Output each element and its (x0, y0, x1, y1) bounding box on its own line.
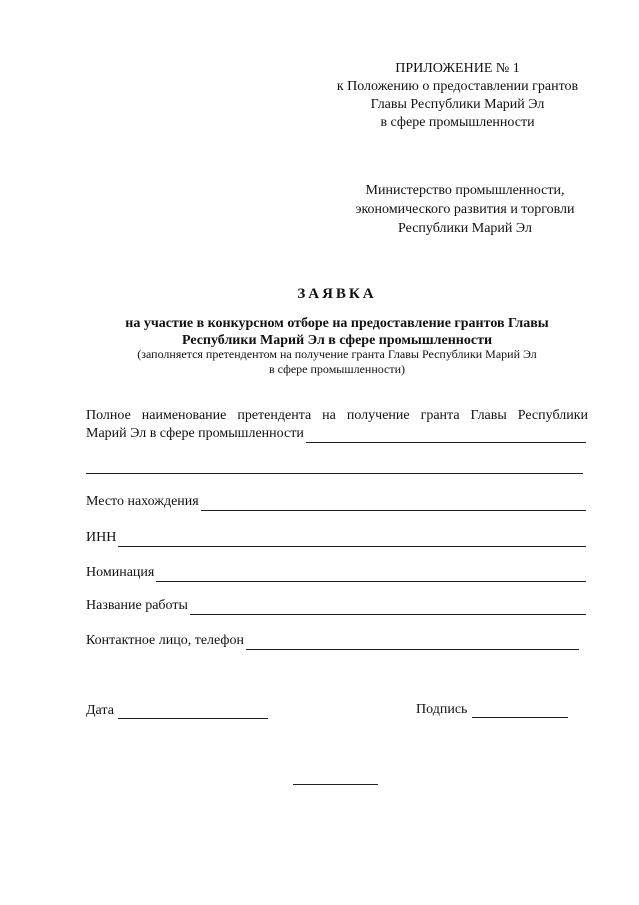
subtitle-line: Республики Марий Эл в сфере промышленности (181, 333, 493, 348)
work-title-input-line[interactable] (190, 600, 586, 615)
appendix-reference-line: в сфере промышленности (380, 115, 535, 130)
fill-instruction-note (100, 347, 574, 377)
nomination-label: Номинация (86, 565, 155, 580)
inn-field[interactable] (86, 529, 586, 547)
note-line: в сфере промышленности) (268, 362, 406, 376)
full-name-field[interactable] (86, 425, 586, 443)
full-name-label-line2: Марий Эл в сфере промышленности (86, 426, 304, 441)
subtitle-line: на участие в конкурсном отборе на предоставление грантов Главы (125, 316, 549, 331)
full-name-continuation-line[interactable] (86, 473, 583, 474)
signature-input-line[interactable] (472, 703, 568, 718)
contact-field[interactable] (86, 632, 579, 650)
contact-input-line[interactable] (246, 635, 579, 650)
date-field[interactable] (86, 703, 268, 719)
addressee-line: Республики Марий Эл (398, 221, 532, 236)
full-name-input-line[interactable] (306, 428, 586, 443)
date-input-line[interactable] (118, 704, 268, 719)
inn-input-line[interactable] (118, 532, 586, 547)
document-subtitle (90, 315, 584, 349)
location-input-line[interactable] (201, 496, 586, 511)
signature-field[interactable] (416, 702, 568, 718)
appendix-number: ПРИЛОЖЕНИЕ № 1 (395, 61, 520, 76)
inn-label: ИНН (86, 530, 117, 545)
end-of-document-divider (293, 784, 378, 785)
work-title-label: Название работы (86, 598, 188, 613)
addressee-block (330, 181, 600, 238)
appendix-header (315, 60, 600, 132)
addressee-line: экономического развития и торговли (355, 202, 575, 217)
document-title: ЗАЯВКА (297, 286, 377, 302)
nomination-field[interactable] (86, 564, 586, 582)
addressee-line: Министерство промышленности, (365, 183, 565, 198)
note-line: (заполняется претендентом на получение гранта Главы Республики Марий Эл (137, 347, 537, 361)
nomination-input-line[interactable] (156, 567, 586, 582)
work-title-field[interactable] (86, 597, 586, 615)
date-label: Дата (86, 703, 114, 718)
appendix-reference-line: к Положению о предоставлении грантов (336, 79, 579, 94)
signature-label: Подпись (416, 702, 468, 717)
location-label: Место нахождения (86, 494, 199, 509)
appendix-reference-line: Главы Республики Марий Эл (370, 97, 545, 112)
location-field[interactable] (86, 493, 586, 511)
contact-label: Контактное лицо, телефон (86, 633, 244, 648)
full-name-label-line1: Полное наименование претендента на получение гранта Главы Республики (86, 408, 588, 423)
